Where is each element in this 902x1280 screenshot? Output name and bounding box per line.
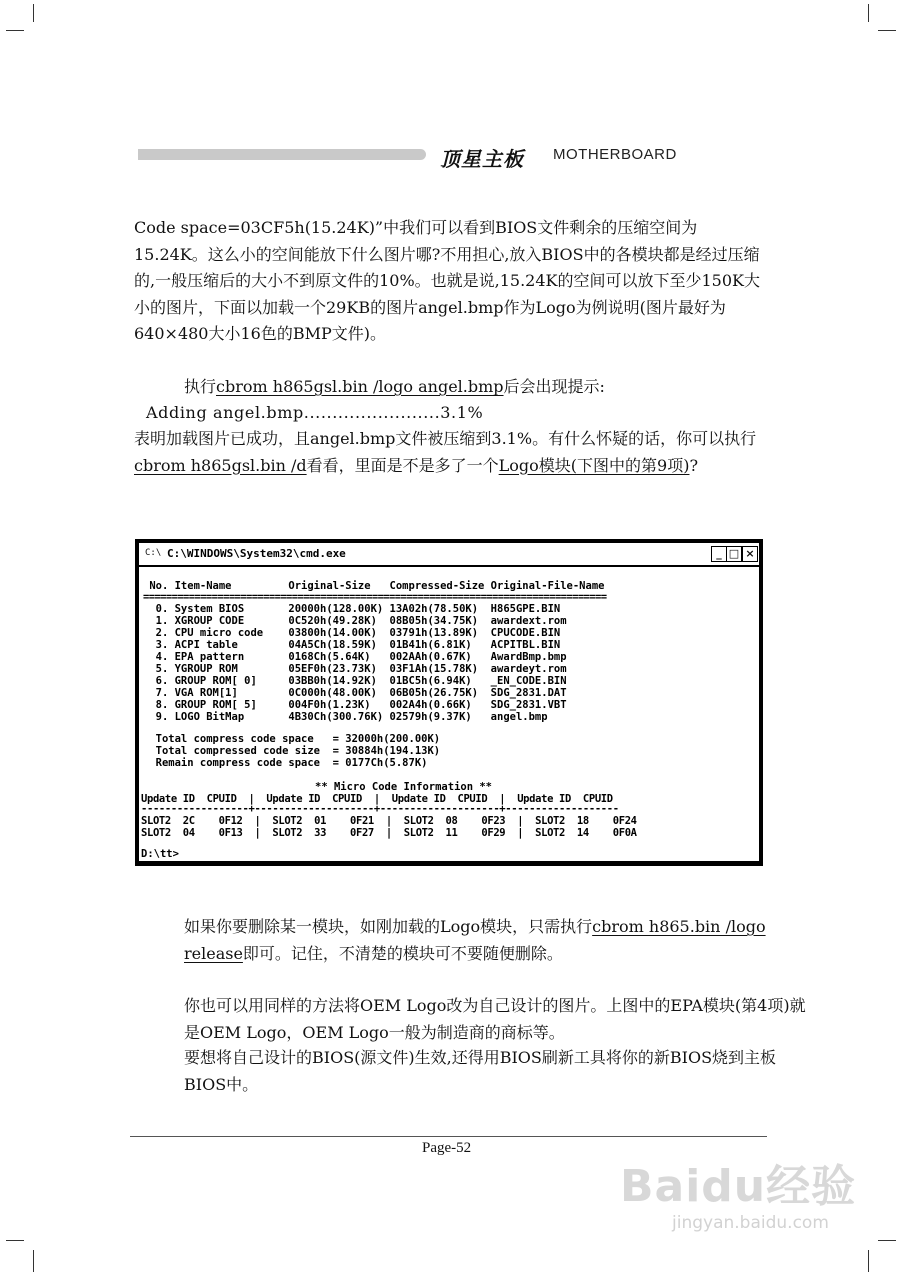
oem-paragraph: 你也可以用同样的方法将OEM Logo改为自己设计的图片。上图中的EPA模块(第4项)就是OEM Logo，OEM Logo一般为制造商的商标等。 — [184, 996, 806, 1042]
adding-output-line: Adding angel.bmp........................3.1% — [146, 403, 484, 422]
delete-paragraph — [134, 914, 814, 967]
result-text-2: 看看，里面是不是多了一个 — [306, 455, 499, 475]
result-text: 表明加载图片已成功，且angel.bmp文件被压缩到3.1%。有什么怀疑的话，你可以执行 — [134, 429, 757, 448]
cbrom-logo-command: cbrom h865gsl.bin /logo angel.bmp — [216, 377, 504, 396]
console-icon: C:\ — [145, 548, 162, 558]
brand-name-cn: 顶星主板 — [440, 147, 524, 171]
delete-text: 如果你要删除某一模块，如刚加载的Logo模块，只需执行 — [184, 917, 593, 936]
cbrom-list-command: cbrom h865gsl.bin /d — [134, 455, 307, 475]
table-header: No. Item-Name Original-Size Compressed-Size Original-File-Name — [143, 580, 605, 592]
cmd-window-inner — [139, 543, 759, 861]
cbrom-release-command: cbrom h865.bin /logo release — [184, 917, 766, 963]
micro-code-row: SLOT2 2C 0F12 | SLOT2 01 0F21 | SLOT2 08 0F23 | SLOT2 18 0F24 — [141, 815, 637, 827]
table-row: 3. ACPI table 04A5Ch(18.59K) 01B41h(6.81K) ACPITBL.BIN — [143, 639, 561, 651]
table-row: 5. YGROUP ROM 05EF0h(23.73K) 03F1Ah(15.78K) awardeyt.rom — [143, 663, 567, 675]
total-line: Remain compress code space = 0177Ch(5.87K) — [143, 757, 428, 769]
table-row: 8. GROUP ROM[ 5] 004F0h(1.23K) 002A4h(0.66K) SDG_2831.VBT — [143, 699, 567, 711]
crop-mark — [33, 4, 34, 22]
micro-code-separator: ------------------+--------------------+--------------------+------------------- — [141, 803, 619, 815]
cmd-window — [135, 539, 763, 866]
brand-name-en: MOTHERBOARD — [553, 146, 677, 163]
logo-module-note: Logo模块(下图中的第9项) — [498, 455, 690, 475]
baidu-watermark-url: jingyan.baidu.com — [672, 1213, 829, 1233]
exec-suffix: 后会出现提示: — [503, 377, 605, 396]
exec-line — [134, 374, 814, 401]
table-separator: ================================================================================= — [143, 591, 607, 603]
crop-mark — [868, 1250, 869, 1272]
close-button[interactable]: × — [742, 546, 758, 562]
crop-mark — [33, 1250, 34, 1272]
micro-code-title: ** Micro Code Information ** — [315, 781, 493, 793]
total-line: Total compress code space = 32000h(200.00K) — [143, 733, 441, 745]
maximize-button[interactable]: □ — [726, 546, 742, 562]
crop-mark — [6, 30, 24, 31]
flash-paragraph: 要想将自己设计的BIOS(源文件)生效,还得用BIOS刷新工具将你的新BIOS烧到主板BIOS中。 — [184, 1048, 777, 1094]
crop-mark — [878, 30, 896, 31]
table-row: 2. CPU micro code 03800h(14.00K) 03791h(13.89K) CPUCODE.BIN — [143, 627, 561, 639]
footer-rule — [130, 1136, 767, 1137]
header-bar — [138, 149, 426, 160]
total-line: Total compressed code size = 30884h(194.13K) — [143, 745, 441, 757]
result-paragraph — [134, 426, 764, 479]
crop-mark — [6, 1240, 24, 1241]
page-number: Page-52 — [422, 1140, 472, 1156]
result-end: ? — [689, 455, 699, 475]
crop-mark — [878, 1240, 896, 1241]
micro-code-row: SLOT2 04 0F13 | SLOT2 33 0F27 | SLOT2 11 0F29 | SLOT2 14 0F0A — [141, 827, 637, 839]
delete-text-2: 即可。记住，不清楚的模块可不要随便删除。 — [242, 943, 563, 963]
micro-code-header: Update ID CPUID | Update ID CPUID | Update ID CPUID | Update ID CPUID — [141, 793, 613, 805]
exec-prefix: 执行 — [184, 377, 217, 396]
table-row: 0. System BIOS 20000h(128.00K) 13A02h(78.50K) H865GPE.BIN — [143, 603, 561, 615]
cmd-titlebar — [139, 543, 759, 567]
table-row: 4. EPA pattern 0168Ch(5.64K) 002AAh(0.67K) AwardBmp.bmp — [143, 651, 567, 663]
cmd-title: C:\WINDOWS\System32\cmd.exe — [167, 547, 346, 560]
intro-paragraph: Code space=03CF5h(15.24K)”中我们可以看到BIOS文件剩余的压缩空间为15.24K。这么小的空间能放下什么图片哪?不用担心,放入BIOS中的各模块都是经过压缩的,一般压缩后的大小不到原文件的10%。也就是说,15.24K的空间可以放下至少150K大小的图片，下面以加载一个29KB的图片angel.bmp作为Logo为例说明(图片最好为640×480大小16色的BMP文件)。 — [134, 218, 760, 343]
baidu-watermark-logo: Baidu经验 — [620, 1161, 857, 1212]
minimize-button[interactable]: _ — [711, 546, 727, 562]
crop-mark — [868, 4, 869, 22]
table-row: 6. GROUP ROM[ 0] 03BB0h(14.92K) 01BC5h(6.94K) _EN_CODE.BIN — [143, 675, 567, 687]
table-row: 7. VGA ROM[1] 0C000h(48.00K) 06B05h(26.75K) SDG_2831.DAT — [143, 687, 567, 699]
cmd-prompt[interactable]: D:\tt> — [141, 848, 179, 860]
table-row: 1. XGROUP CODE 0C520h(49.28K) 08B05h(34.75K) awardext.rom — [143, 615, 567, 627]
table-row: 9. LOGO BitMap 4B30Ch(300.76K) 02579h(9.37K) angel.bmp — [143, 711, 548, 723]
